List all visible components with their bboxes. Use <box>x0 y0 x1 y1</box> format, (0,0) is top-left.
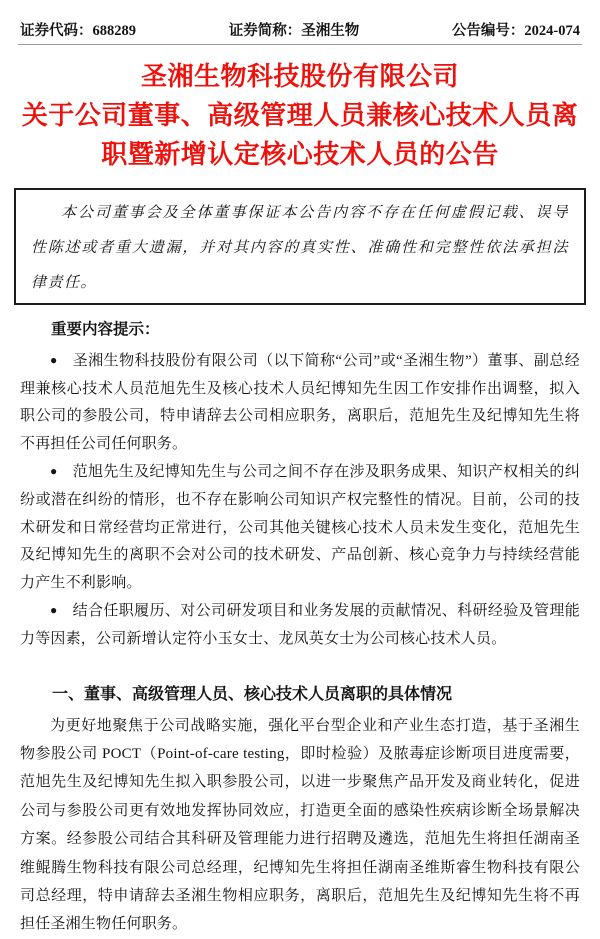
stock-name <box>229 22 360 40</box>
bullet-icon: ● <box>50 464 58 479</box>
announcement-number-label: 公告编号： <box>451 23 525 39</box>
page-title-line-3: 职暨新增认定核心技术人员的公告 <box>101 139 499 169</box>
announcement-number <box>452 22 580 40</box>
stock-name-value: 圣湘生物 <box>301 23 360 39</box>
bullet-icon: ● <box>50 353 58 367</box>
tip-item-2-text: 范旭先生及纪博知先生与公司之间不存在涉及职务成果、知识产权相关的纠纷或潜在纠纷的情形，也不存在影响公司知识产权完整性的情况。目前，公司的技术研发和日常经营均正常进行，公司其他关键核心技术人员未发生变化，范旭先生及纪博知先生的离职不会对公司的技术研发、产品创新、核心竞争力与持续经营能力产生不利影响。 <box>20 464 581 591</box>
board-disclaimer-box <box>14 188 586 305</box>
section-1-paragraph: 为更好地聚焦于公司战略实施，强化平台型企业和产业生态打造，基于圣湘生物参股公司 POCT（Point-of-care testing，即时检验）及脓毒症诊断项目进度需要，范旭先生及纪博知先生拟入职参股公司，以进一步聚焦产品开发及商业转化，促进公司与参股公司更有效地发挥协同效应，打造更全面的感染性疾病诊断全场景解决方案。经参股公司结合其科研及管理能力进行招聘及遴选，范旭先生将担任湖南圣维鲲腾生物科技有限公司总经理，纪博知先生将担任湖南圣维斯睿生物科技有限公司总经理，特申请辞去圣湘生物相应职务，离职后，范旭先生及纪博知先生将不再担任圣湘生物任何职务。 <box>20 717 580 933</box>
securities-header-row <box>20 22 580 40</box>
tip-item-1 <box>20 347 580 458</box>
stock-name-label: 证券简称： <box>228 23 302 39</box>
header-divider <box>18 44 582 45</box>
stock-code-label: 证券代码： <box>20 23 93 39</box>
tip-item-3-text: 结合任职履历、对公司研发项目和业务发展的贡献情况、科研经验及管理能力等因素，公司新增认定符小玉女士、龙凤英女士为公司核心技术人员。 <box>20 603 581 647</box>
tip-item-2 <box>20 458 580 597</box>
page-title-line-2: 关于公司董事、高级管理人员兼核心技术人员离 <box>21 100 579 130</box>
bullet-icon: ● <box>50 603 58 618</box>
section-1-heading: 一、董事、高级管理人员、核心技术人员离职的具体情况 <box>52 685 453 703</box>
tip-item-1-text: 圣湘生物科技股份有限公司（以下简称“公司”或“圣湘生物”）董事、副总经理兼核心技术人员范旭先生及核心技术人员纪博知先生因工作安排作出调整，拟入职公司的参股公司，特申请辞去公司相应职务，离职后，范旭先生及纪博知先生将不再担任公司任何职务。 <box>20 353 580 452</box>
announcement-number-value: 2024-074 <box>524 23 580 39</box>
tip-item-3 <box>20 597 580 653</box>
stock-code <box>20 22 136 40</box>
board-disclaimer-text: 本公司董事会及全体董事保证本公告内容不存在任何虚假记载、误导性陈述或者重大遗漏，并对其内容的真实性、准确性和完整性依法承担法律责任。 <box>31 205 569 291</box>
important-tips-heading: 重要内容提示： <box>51 321 160 338</box>
stock-code-value: 688289 <box>92 23 136 39</box>
page-title <box>20 57 580 174</box>
page-title-line-1: 圣湘生物科技股份有限公司 <box>140 61 459 91</box>
